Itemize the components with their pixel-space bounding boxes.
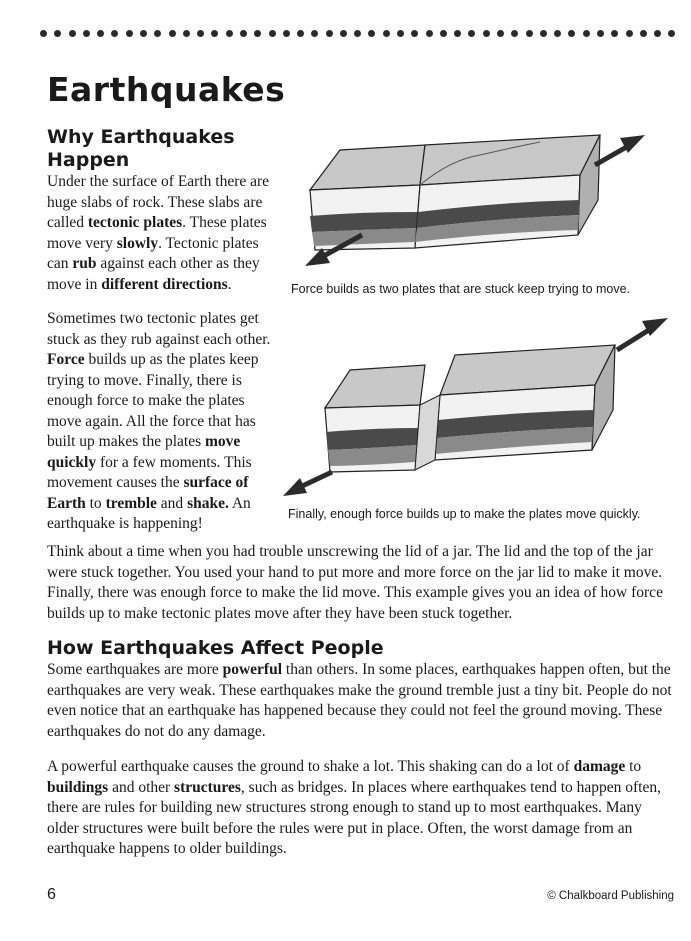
- border-dot: [483, 30, 490, 37]
- section-heading-effects: How Earthquakes Affect People: [47, 637, 384, 659]
- border-dot: [668, 30, 675, 37]
- decorative-dot-border: [40, 30, 676, 42]
- paragraph-powerful-earthquakes: A powerful earthquake causes the ground to shake a lot. This shaking can do a lot of damage to buildings and other structures, such as bridges. In places where earthquakes tend to happen often, there are rules for building new structures strong enough to stand up to most earthquakes. Many older structures were built before the rules were put in place. Often, the worst damage from an earthquake happens to older buildings.: [47, 758, 661, 857]
- page-number: 6: [47, 886, 56, 903]
- bold-term: surface of Earth: [47, 474, 249, 512]
- bold-term: structures: [174, 778, 241, 796]
- border-dot: [211, 30, 218, 37]
- border-dot: [54, 30, 61, 37]
- border-dot: [226, 30, 233, 37]
- figure-caption-stuck: Force builds as two plates that are stuck keep trying to move.: [291, 282, 631, 296]
- border-dot: [111, 30, 118, 37]
- border-dot: [354, 30, 361, 37]
- plates-stuck-illustration: [300, 120, 680, 280]
- bold-term: move quickly: [47, 433, 241, 471]
- border-dot: [311, 30, 318, 37]
- plates-slipped-illustration: [280, 310, 680, 505]
- bold-term: buildings: [47, 778, 109, 796]
- publisher-credit: © Chalkboard Publishing: [547, 890, 674, 902]
- border-dot: [254, 30, 261, 37]
- paragraph-jar-example: Think about a time when you had trouble unscrewing the lid of a jar. The lid and the top of the jar were stuck together. You used your hand to put more and more force on the jar lid to make it move. Finally, there was enough force to make the lid move. This example gives you an idea of how force builds up to make tectonic plates move after they have been stuck together.: [47, 543, 663, 622]
- paragraph-weak-earthquakes: Some earthquakes are more powerful than others. In some places, earthquakes happen often, but the earthquakes are very weak. These earthquakes make the ground tremble just a tiny bit. People do not even notice that an earthquake has happened because they could not feel the ground moving. These earthquakes do not do any damage.: [47, 661, 672, 740]
- border-dot: [568, 30, 575, 37]
- bold-term: tectonic plates: [87, 214, 183, 231]
- figure-caption-slipped: Finally, enough force builds up to make the plates move quickly.: [288, 507, 641, 521]
- border-dot: [540, 30, 547, 37]
- bold-term: rub: [72, 255, 97, 272]
- arrow-right-icon: [617, 318, 668, 350]
- plate-block-left: [325, 365, 425, 472]
- paragraph-tectonic-plates: Under the surface of Earth there are huge slabs of rock. These slabs are called tectonic plates. These plates move very slowly. Tectonic plates can rub against each other as they move in different directions.: [47, 173, 270, 293]
- border-dot: [326, 30, 333, 37]
- border-dot: [411, 30, 418, 37]
- border-dot: [40, 30, 47, 37]
- border-dot: [97, 30, 104, 37]
- bold-term: different directions: [101, 275, 228, 293]
- border-dot: [554, 30, 561, 37]
- border-dot: [511, 30, 518, 37]
- border-dot: [269, 30, 276, 37]
- border-dot: [197, 30, 204, 37]
- border-dot: [426, 30, 433, 37]
- border-dot: [126, 30, 133, 37]
- plate-left-top: [325, 365, 425, 408]
- bold-term: powerful: [222, 661, 283, 678]
- border-dot: [397, 30, 404, 37]
- border-dot: [169, 30, 176, 37]
- border-dot: [497, 30, 504, 37]
- border-dot: [340, 30, 347, 37]
- border-dot: [526, 30, 533, 37]
- plate-left-top: [310, 145, 425, 190]
- border-dot: [297, 30, 304, 37]
- section-heading-why: Why Earthquakes Happen: [47, 126, 235, 171]
- bold-term: Force: [47, 351, 85, 368]
- paragraph-force: Sometimes two tectonic plates get stuck as they rub against each other. Force builds up as the plates keep trying to move. Finally, there is enough force to make the plates move again. All the force that has built up makes the plates move quickly for a few moments. This movement causes the surface of Earth to tremble and shake. An earthquake is happening!: [47, 310, 271, 532]
- border-dot: [183, 30, 190, 37]
- bold-term: shake.: [187, 494, 229, 512]
- bold-term: slowly: [116, 234, 159, 252]
- border-dot: [383, 30, 390, 37]
- border-dot: [454, 30, 461, 37]
- border-dot: [154, 30, 161, 37]
- plate-block-right: [435, 345, 615, 460]
- bold-term: damage: [573, 758, 626, 775]
- border-dot: [640, 30, 647, 37]
- bold-term: tremble: [105, 494, 157, 512]
- border-dot: [611, 30, 618, 37]
- border-dot: [69, 30, 76, 37]
- border-dot: [468, 30, 475, 37]
- plate-block-left: [310, 145, 425, 250]
- border-dot: [626, 30, 633, 37]
- border-dot: [140, 30, 147, 37]
- border-dot: [283, 30, 290, 37]
- border-dot: [83, 30, 90, 37]
- arrow-right-icon: [595, 135, 645, 165]
- border-dot: [440, 30, 447, 37]
- plate-block-right: [415, 135, 600, 248]
- border-dot: [654, 30, 661, 37]
- border-dot: [583, 30, 590, 37]
- page-title: Earthquakes: [47, 70, 286, 109]
- border-dot: [597, 30, 604, 37]
- arrow-left-icon: [283, 472, 332, 496]
- border-dot: [240, 30, 247, 37]
- border-dot: [368, 30, 375, 37]
